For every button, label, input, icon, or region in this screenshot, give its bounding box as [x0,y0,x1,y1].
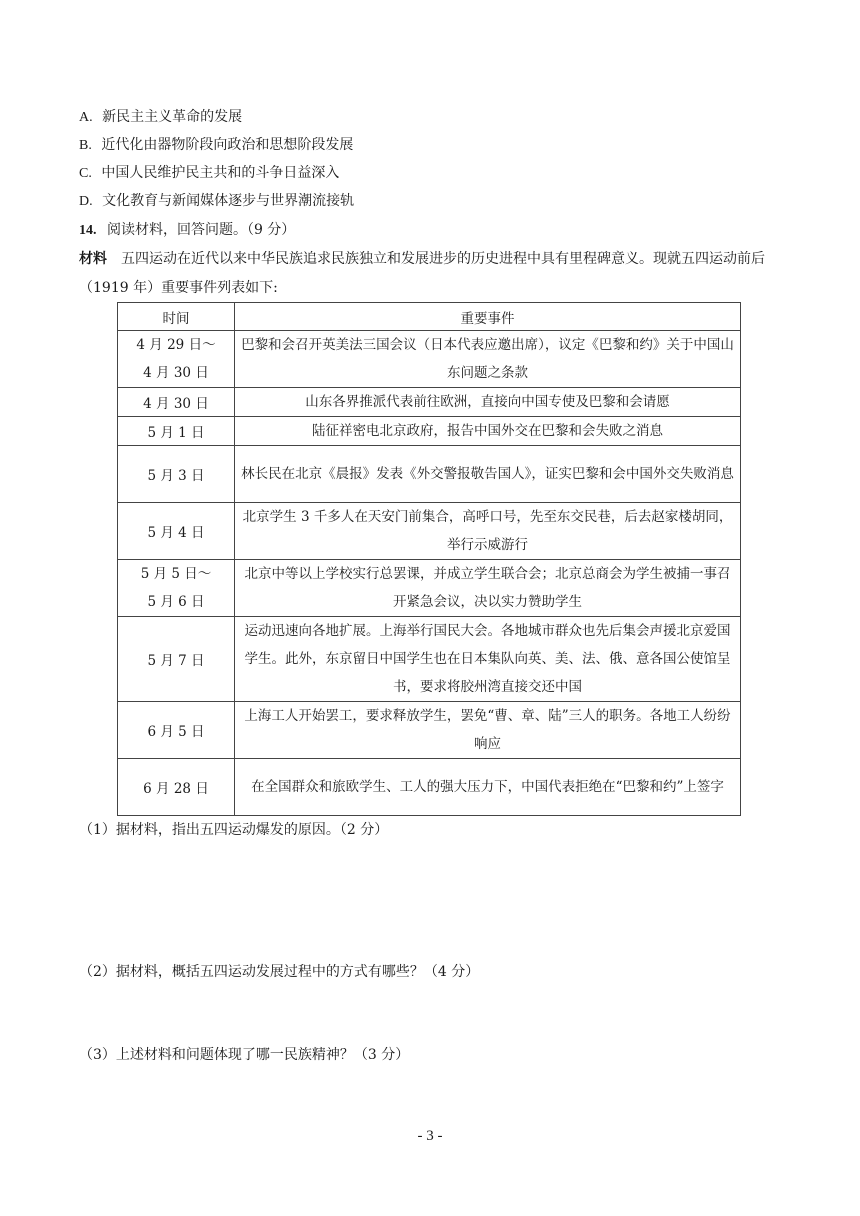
event-description: 陆征祥密电北京政府，报告中国外交在巴黎和会失败之消息 [235,417,741,446]
table-header-row [118,303,741,331]
option-letter: C. [79,166,92,181]
question-number: 14. [79,223,97,238]
subquestion-1: （1）据材料，指出五四运动爆发的原因。（2 分） [79,822,389,838]
option-c [79,164,339,184]
table-row [118,417,741,446]
question-prompt: 阅读材料，回答问题。（9 分） [106,222,296,238]
event-description: 北京中等以上学校实行总罢课，并成立学生联合会；北京总商会为学生被捕一事召开紧急会议，决以实力赞助学生 [235,560,741,617]
event-description: 上海工人开始罢工，要求释放学生，罢免“曹、章、陆”三人的职务。各地工人纷纷响应 [235,702,741,759]
event-time [118,503,235,560]
option-text: 中国人民维护民主共和的斗争日益深入 [101,166,340,181]
table-row [118,331,741,388]
option-letter: A. [79,110,93,125]
time-line: 4 月 30 日 [143,365,209,381]
event-description: 北京学生 3 千多人在天安门前集合，高呼口号，先至东交民巷，后去赵家楼胡同，举行示威游行 [235,503,741,560]
material-label: 材料 [79,251,107,267]
event-time [118,388,235,417]
subquestion-3: （3）上述材料和问题体现了哪一民族精神？（3 分） [79,1047,410,1063]
table-row [118,702,741,759]
option-b [79,136,353,156]
time-line: 6 月 5 日 [147,724,205,740]
table-row [118,759,741,816]
table-row [118,560,741,617]
option-letter: B. [79,138,92,153]
option-text: 新民主主义革命的发展 [102,110,243,125]
option-text: 文化教育与新闻媒体逐步与世界潮流接轨 [102,194,355,209]
events-table [117,302,741,816]
option-d [79,192,354,212]
header-event: 重要事件 [235,303,741,331]
time-line: 5 月 5 日～ [140,566,212,582]
event-time [118,759,235,816]
table-row [118,503,741,560]
time-line: 6 月 28 日 [143,781,209,797]
time-line: 4 月 29 日～ [136,337,216,353]
event-time [118,617,235,702]
option-text: 近代化由器物阶段向政治和思想阶段发展 [101,138,354,153]
event-time [118,446,235,503]
event-description: 林长民在北京《晨报》发表《外交警报敬告国人》，证实巴黎和会中国外交失败消息 [235,446,741,503]
time-line: 5 月 3 日 [147,468,205,484]
page-number: - 3 - [417,1128,443,1144]
time-line: 5 月 1 日 [147,425,205,441]
event-description: 运动迅速向各地扩展。上海举行国民大会。各地城市群众也先后集会声援北京爱国学生。此外，东京留日中国学生也在日本集队向英、美、法、俄、意各国公使馆呈书，要求将胶州湾直接交还中国 [235,617,741,702]
time-line: 5 月 4 日 [147,525,205,541]
event-description: 在全国群众和旅欧学生、工人的强大压力下，中国代表拒绝在“巴黎和约”上签字 [235,759,741,816]
event-description: 山东各界推派代表前往欧洲，直接向中国专使及巴黎和会请愿 [235,388,741,417]
event-description: 巴黎和会召开英美法三国会议（日本代表应邀出席），议定《巴黎和约》关于中国山东问题之条款 [235,331,741,388]
event-time [118,702,235,759]
table-row [118,446,741,503]
time-line: 5 月 7 日 [147,653,205,669]
question-heading [79,220,295,241]
table-row [118,617,741,702]
table-row [118,388,741,417]
subquestion-2: （2）据材料，概括五四运动发展过程中的方式有哪些？（4 分） [79,964,480,980]
material-paragraph [79,245,787,303]
material-text: 五四运动在近代以来中华民族追求民族独立和发展进步的历史进程中具有里程碑意义。现就五四运动前后（1919 年）重要事件列表如下: [79,251,765,296]
option-letter: D. [79,194,93,209]
time-line: 4 月 30 日 [143,396,209,412]
event-time [118,331,235,388]
header-time: 时间 [118,303,235,331]
time-line: 5 月 6 日 [147,594,205,610]
option-a [79,108,242,128]
event-time [118,560,235,617]
event-time [118,417,235,446]
